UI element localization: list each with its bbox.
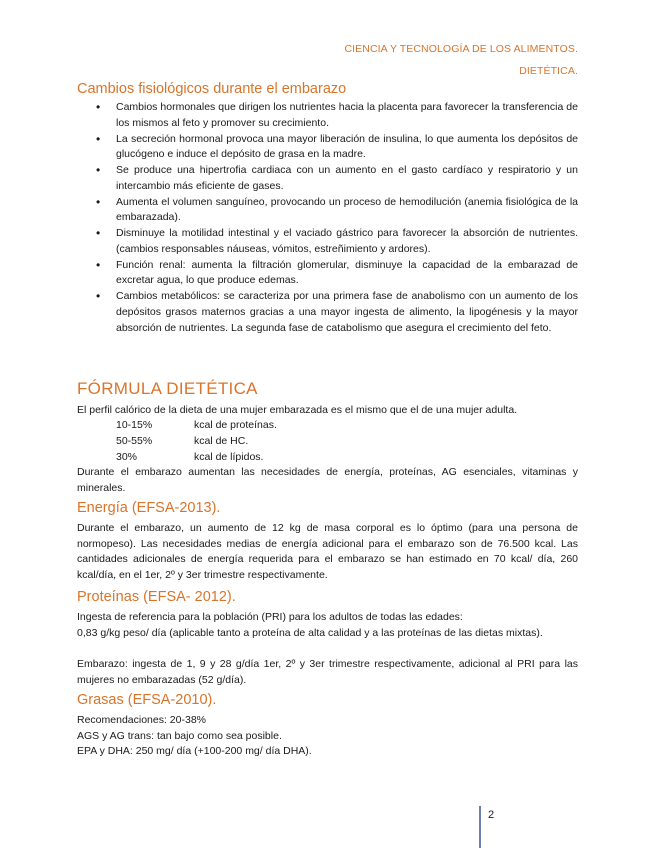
caloric-label: kcal de lípidos.	[194, 451, 264, 463]
section-title-energy: Energía (EFSA-2013).	[77, 500, 221, 516]
page-number: 2	[488, 809, 495, 821]
list-item: • Disminuye la motilidad intestinal y el vaciado gástrico para favorecer la absorción de nutrientes. (cambios responsables náuseas, vómitos, estreñimiento y ardores).	[96, 226, 578, 257]
section-title-dietetic-formula: FÓRMULA DIETÉTICA	[77, 379, 258, 398]
caloric-percent: 50-55%	[116, 435, 153, 447]
proteins-line-2: 0,83 g/kg peso/ día (aplicable tanto a proteína de alta calidad y a las proteínas de las dietas mixtas).	[77, 627, 543, 639]
page-number-divider	[479, 806, 481, 848]
header-subject: DIETÉTICA.	[519, 65, 578, 77]
list-item: • Cambios hormonales que dirigen los nutrientes hacia la placenta para favorecer la transferencia de los mismos al feto y promover su crecimiento.	[96, 100, 578, 131]
list-item: • Se produce una hipertrofia cardiaca con un aumento en el gasto cardíaco y respiratorio y un intercambio más eficiente de gases.	[96, 163, 578, 194]
caloric-label: kcal de HC.	[194, 435, 249, 447]
energy-text: Durante el embarazo, un aumento de 12 kg de masa corporal es lo óptimo (para una persona de normopeso). Las necesidades medias de energía adicional para el embarazo son de 76.500 kcal. Las cantidades adicionales de energía requerida para el embarazo se han estimado en 70 kcal/ día, 260 kcal/día, en el 1er, 2º y 3er trimestre respectivamente.	[77, 522, 578, 581]
header-course-title: CIENCIA Y TECNOLOGÍA DE LOS ALIMENTOS.	[344, 43, 578, 55]
list-item: • Función renal: aumenta la filtración glomerular, disminuye la capacidad de la embarazad de excretar agua, lo que produce edemas.	[96, 258, 578, 289]
fats-line-3: EPA y DHA: 250 mg/ día (+100-200 mg/ día DHA).	[77, 745, 312, 757]
section-title-fats: Grasas (EFSA-2010).	[77, 692, 217, 708]
section-title-physiological-changes: Cambios fisiológicos durante el embarazo	[77, 81, 347, 97]
caloric-percent: 30%	[116, 451, 138, 463]
caloric-row	[116, 434, 248, 450]
caloric-row	[116, 450, 263, 466]
caloric-percent: 10-15%	[116, 419, 153, 431]
physiological-changes-list	[96, 100, 578, 337]
list-item: • Cambios metabólicos: se caracteriza por una primera fase de anabolismo con un aumento de los depósitos grasos maternos gracias a una mayor ingesta de alimento, la lipogénesis y la mayor absorción de nutrientes. La segunda fase de catabolismo que asegura el crecimiento del feto.	[96, 289, 578, 336]
caloric-label: kcal de proteínas.	[194, 419, 277, 431]
section-title-proteins: Proteínas (EFSA- 2012).	[77, 589, 236, 605]
fats-line-1: Recomendaciones: 20-38%	[77, 714, 206, 726]
list-item: • La secreción hormonal provoca una mayor liberación de insulina, lo que aumenta los depósitos de glucógeno e induce el depósito de grasa en la madre.	[96, 132, 578, 163]
proteins-line-1: Ingesta de referencia para la población (PRI) para los adultos de todas las edades:	[77, 611, 463, 623]
fats-line-2: AGS y AG trans: tan bajo como sea posible.	[77, 730, 282, 742]
caloric-row	[116, 418, 277, 434]
formula-intro: El perfil calórico de la dieta de una mujer embarazada es el mismo que el de una mujer adulta.	[77, 404, 518, 416]
formula-outro: Durante el embarazo aumentan las necesidades de energía, proteínas, AG esenciales, vitaminas y minerales.	[77, 466, 578, 494]
list-item: • Aumenta el volumen sanguíneo, provocando un proceso de hemodilución (anemia fisiológica de la embarazada).	[96, 195, 578, 226]
proteins-line-3: Embarazo: ingesta de 1, 9 y 28 g/día 1er, 2º y 3er trimestre respectivamente, adicional al PRI para las mujeres no embarazadas (52 g/día).	[77, 658, 578, 686]
